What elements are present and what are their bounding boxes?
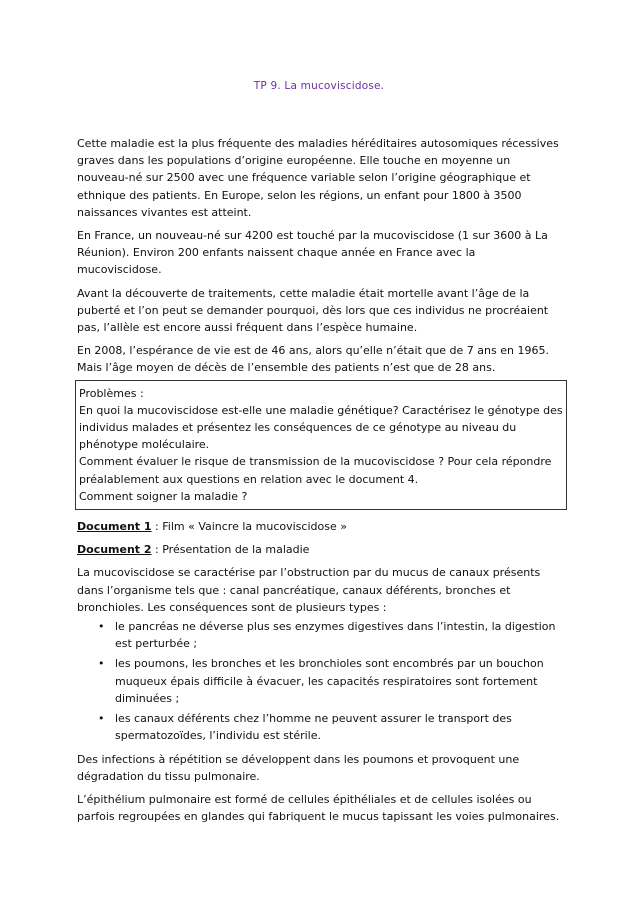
paragraph: En France, un nouveau-né sur 4200 est touché par la mucoviscidose (1 sur 3600 à La Réunion). Environ 200 enfants naissent chaque année en France avec la mucoviscidose. — [77, 229, 548, 277]
paragraph: L’épithélium pulmonaire est formé de cellules épithéliales et de cellules isolées ou parfois regroupées en glandes qui fabriquent le mucus tapissant les voies pulmonaires. — [77, 792, 560, 824]
document-1-label: Document 1 — [77, 520, 152, 534]
list-item — [77, 618, 562, 652]
list-item-text: le pancréas ne déverse plus ses enzymes digestives dans l’intestin, la digestion est perturbée ; — [115, 620, 556, 651]
document-1-line — [77, 518, 562, 535]
document-2-label: Document 2 — [77, 543, 152, 557]
document-1-caption: : Film « Vaincre la mucoviscidose » — [151, 520, 347, 534]
list-item — [77, 710, 562, 744]
problem-question: Comment soigner la maladie ? — [79, 489, 248, 503]
problem-question: Comment évaluer le risque de transmission de la mucoviscidose ? Pour cela répondre préalablement aux questions en relation avec le document 4. — [79, 455, 552, 486]
document-2-caption: : Présentation de la maladie — [151, 543, 310, 557]
problems-heading: Problèmes : — [79, 386, 144, 400]
problem-question: En quoi la mucoviscidose est-elle une maladie génétique? Caractérisez le génotype des individus malades et présentez les conséquences de ce génotype au niveau du phénotype moléculaire. — [79, 403, 563, 452]
paragraph: Cette maladie est la plus fréquente des maladies héréditaires autosomiques récessives graves dans les populations d’origine européenne. Elle touche en moyenne un nouveau-né sur 2500 avec une fréquence variable selon l’origine géographique et ethnique des patients. En Europe, selon les régions, un enfant pour 1800 à 3500 naissances vivantes est atteint. — [77, 137, 559, 219]
problems-box — [75, 380, 567, 510]
list-item-text: les canaux déférents chez l’homme ne peuvent assurer le transport des spermatozoïdes, l’individu est stérile. — [115, 712, 512, 743]
list-item-text: les poumons, les bronches et les bronchioles sont encombrés par un bouchon muqueux épais difficile à évacuer, les capacités respiratoires sont fortement diminuées ; — [115, 657, 544, 705]
list-item — [77, 655, 562, 707]
paragraph: En 2008, l’espérance de vie est de 46 ans, alors qu’elle n’était que de 7 ans en 1965. Mais l’âge moyen de décès de l’ensemble des patients n’est que de 28 ans. — [77, 344, 549, 375]
intro-paragraph: La mucoviscidose se caractérise par l’obstruction par du mucus de canaux présents dans l’organisme tels que : canal pancréatique, canaux déférents, bronches et bronchioles. Les conséquences sont de plusieurs types : — [77, 566, 541, 614]
document-body — [77, 135, 562, 831]
paragraph: Avant la découverte de traitements, cette maladie était mortelle avant l’âge de la puberté et l’on peut se demander pourquoi, dès lors que ces individus ne procréaient pas, l’allèle est encore aussi fréquent dans l’espèce humaine. — [77, 286, 549, 335]
consequences-list — [77, 618, 562, 744]
page-title: TP 9. La mucoviscidose. — [253, 80, 385, 92]
bullet-icon: • — [98, 657, 105, 671]
bullet-icon: • — [98, 712, 105, 726]
paragraph: Des infections à répétition se développent dans les poumons et provoquent une dégradation du tissu pulmonaire. — [77, 752, 520, 783]
bullet-icon: • — [98, 620, 105, 634]
document-2-line — [77, 541, 562, 558]
